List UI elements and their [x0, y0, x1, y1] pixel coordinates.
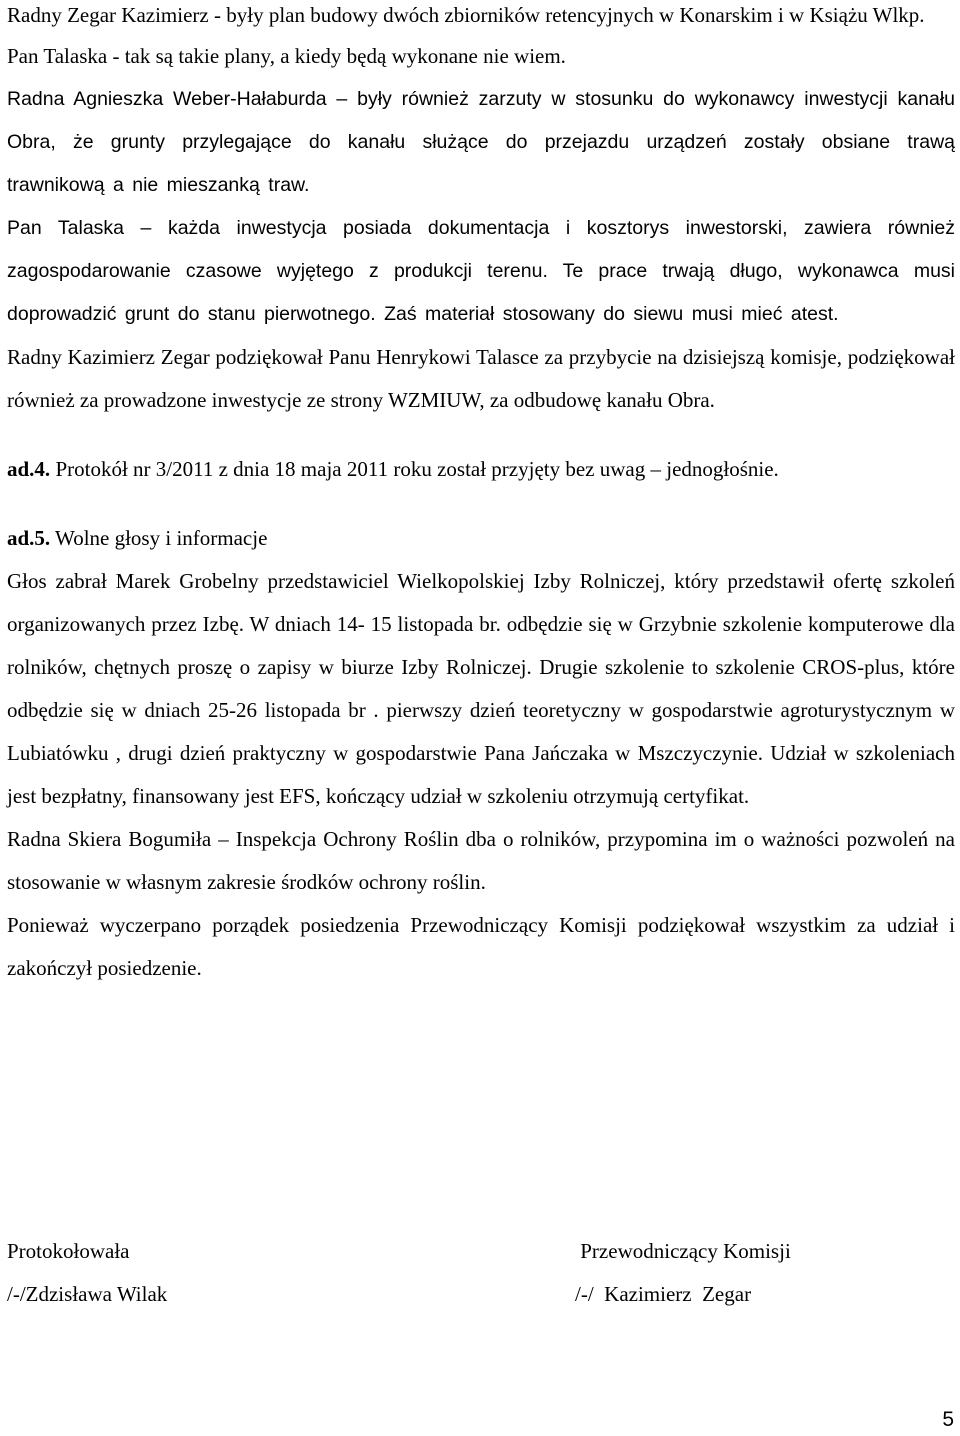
agenda-item-4	[7, 448, 955, 491]
agenda-item-4-text: Protokół nr 3/2011 z dnia 18 maja 2011 roku został przyjęty bez uwag – jednogłośnie.	[50, 457, 779, 481]
signature-recorder	[7, 1230, 167, 1316]
document-page	[7, 0, 955, 990]
paragraph-skiera-plant-protection: Radna Skiera Bogumiła – Inspekcja Ochrony Roślin dba o rolników, przypomina im o ważności pozwoleń na stosowanie w własnym zakresie środków ochrony roślin.	[7, 827, 955, 894]
paragraph-grobelny-training: Głos zabrał Marek Grobelny przedstawiciel Wielkopolskiej Izby Rolniczej, który przedstawił ofertę szkoleń organizowanych przez Izbę. W dniach 14- 15 listopada br. odbędzie się w Grzybnie szkolenie komputerowe dla rolników, chętnych proszę o zapisy w biurze Izby Rolniczej. Drugie szkolenie to szkolenie CROS-plus, które odbędzie się w dniach 25-26 listopada br . pierwszy dzień teoretyczny w gospodarstwie agroturystycznym w Lubiatówku , drugi dzień praktyczny w gospodarstwie Pana Jańczaka w Mszczyczynie. Udział w szkoleniach jest bezpłatny, finansowany jest EFS, kończący udział w szkoleniu otrzymują certyfikat.	[7, 569, 955, 808]
agenda-item-5-text: Wolne głosy i informacje	[50, 526, 268, 550]
spacer	[7, 491, 955, 517]
agenda-item-4-label: ad.4.	[7, 457, 51, 481]
signature-chairman-name: /-/ Kazimierz Zegar	[575, 1282, 752, 1306]
signature-chairman-role: Przewodniczący Komisji	[575, 1239, 791, 1263]
signature-recorder-role: Protokołowała	[7, 1239, 130, 1263]
paragraph-weber-halaburda: Radna Agnieszka Weber-Hałaburda – były również zarzuty w stosunku do wykonawcy inwestycji kanału Obra, że grunty przylegające do kanału służące do przejazdu urządzeń zostały obsiane trawą trawnikową a nie mieszanką traw.	[7, 88, 955, 196]
paragraph-meeting-closing: Ponieważ wyczerpano porządek posiedzenia Przewodniczący Komisji podziękował wszystkim za udział i zakończył posiedzenie.	[7, 913, 955, 980]
paragraph-talaska-documentation: Pan Talaska – każda inwestycja posiada dokumentacja i kosztorys inwestorski, zawiera również zagospodarowanie czasowe wyjętego z produkcji terenu. Te prace trwają długo, wykonawca musi doprowadzić grunt do stanu pierwotnego. Zaś materiał stosowany do siewu musi mieć atest.	[7, 217, 955, 325]
paragraph-zegar-reservoirs: Radny Zegar Kazimierz - były plan budowy dwóch zbiorników retencyjnych w Konarskim i w Książu Wlkp.	[7, 3, 925, 27]
paragraph-zegar-thanks: Radny Kazimierz Zegar podziękował Panu Henrykowi Talasce za przybycie na dzisiejszą komisje, podziękował również za prowadzone inwestycje ze strony WZMIUW, za odbudowę kanału Obra.	[7, 345, 955, 412]
signature-chairman	[575, 1230, 791, 1316]
signature-block	[7, 1230, 955, 1320]
agenda-item-5-heading	[7, 517, 955, 560]
paragraph-talaska-plans: Pan Talaska - tak są takie plany, a kiedy będą wykonane nie wiem.	[7, 44, 566, 68]
spacer	[7, 422, 955, 448]
page-number: 5	[942, 1408, 954, 1431]
agenda-item-5-label: ad.5.	[7, 526, 51, 550]
signature-recorder-name: /-/Zdzisława Wilak	[7, 1282, 168, 1306]
